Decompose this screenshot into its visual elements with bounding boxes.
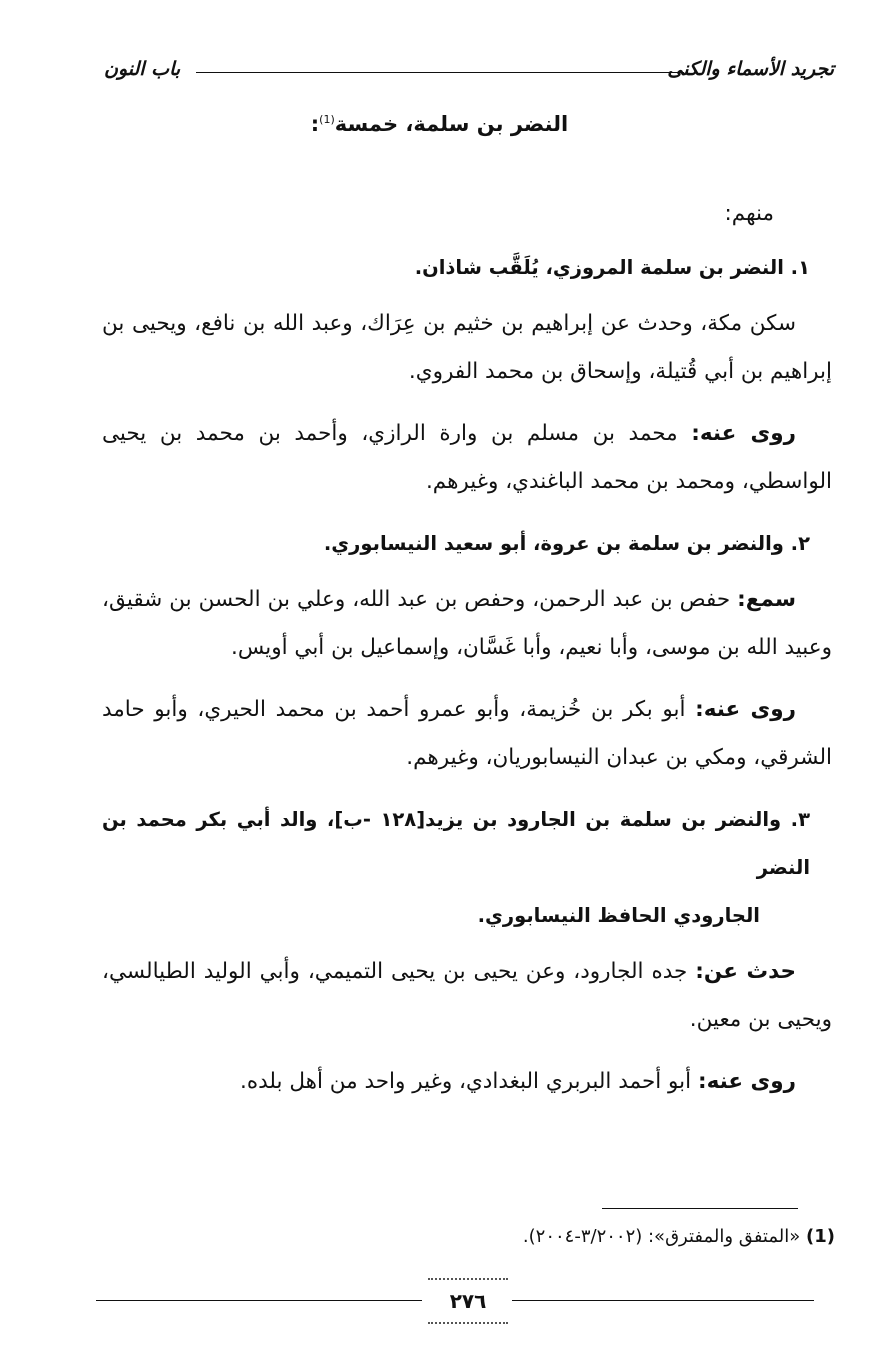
page-number-rule-left: [96, 1300, 422, 1301]
entry-1-paragraph-1: [102, 300, 832, 396]
entry-2-paragraph-2-label: روى عنه:: [695, 697, 797, 722]
entry-3-paragraph-2: [102, 1058, 832, 1106]
entry-3-paragraph-1-text: جده الجارود، وعن يحيى بن يحيى التميمي، وأبي الوليد الطيالسي، ويحيى بن معين.: [102, 959, 832, 1032]
footnote: [115, 1226, 835, 1247]
chapter-title: باب النون: [104, 58, 181, 80]
section-heading: [0, 112, 879, 136]
section-colon: :: [310, 112, 320, 136]
entry-3-paragraph-1-label: حدث عن:: [695, 959, 797, 984]
entry-1-paragraph-2: [102, 410, 832, 506]
book-title: تجريد الأسماء والكنى: [667, 58, 834, 80]
entry-1-paragraph-1-text: سكن مكة، وحدث عن إبراهيم بن خثيم بن عِرَاك، وعبد الله بن نافع، ويحيى بن إبراهيم بن أبي قُتيلة، وإسحاق بن محمد الفروي.: [102, 311, 832, 384]
footnote-text: «المتفق والمفترق»: (٣/٢٠٠٢-٢٠٠٤).: [522, 1226, 806, 1247]
section-title: النضر بن سلمة، خمسة: [334, 112, 569, 136]
entry-3-paragraph-1: [102, 948, 832, 1044]
entry-3-title-line-2: الجارودي الحافظ النيسابوري.: [477, 904, 760, 927]
entry-3-title: [102, 796, 832, 940]
page-number: ٢٧٦: [428, 1278, 508, 1324]
entry-1-paragraph-2-text: محمد بن مسلم بن وارة الرازي، وأحمد بن محمد بن يحيى الواسطي، ومحمد بن محمد الباغندي، وغيرهم.: [102, 421, 832, 494]
running-header: [104, 58, 834, 92]
entry-2-paragraph-2: [102, 686, 832, 782]
entry-2-paragraph-1-label: سمع:: [737, 587, 796, 612]
footnote-marker: (1): [806, 1226, 835, 1247]
page-number-rule-right: [512, 1300, 814, 1301]
intro-text: منهم:: [724, 201, 774, 226]
footnote-reference: (1): [319, 113, 335, 126]
entry-2-title: ٢. والنضر بن سلمة بن عروة، أبو سعيد النيسابوري.: [323, 532, 810, 555]
entry-1-paragraph-2-label: روى عنه:: [691, 421, 796, 446]
entry-1-title: ١. النضر بن سلمة المروزي، يُلَقَّب شاذان.: [414, 256, 810, 279]
footnote-separator: [602, 1208, 798, 1209]
header-rule: [196, 72, 684, 73]
entry-3-paragraph-2-label: روى عنه:: [697, 1069, 796, 1094]
entry-3-paragraph-2-text: أبو أحمد البربري البغدادي، وغير واحد من أهل بلده.: [240, 1069, 698, 1094]
entry-3-title-line-1: ٣. والنضر بن سلمة بن الجارود بن يزيد[١٢٨ -ب]، والد أبي بكر محمد بن النضر: [102, 808, 810, 879]
entry-2-paragraph-1-text: حفص بن عبد الرحمن، وحفص بن عبد الله، وعلي بن الحسن بن شقيق، وعبيد الله بن موسى، وأبا نعيم، وأبا غَسَّان، وإسماعيل بن أبي أويس.: [102, 587, 832, 660]
entry-2-paragraph-1: [102, 576, 832, 672]
entry-2-paragraph-2-text: أبو بكر بن خُزيمة، وأبو عمرو أحمد بن محمد الحيري، وأبو حامد الشرقي، ومكي بن عبدان النيسابوريان، وغيرهم.: [102, 697, 832, 770]
body-text: [102, 190, 832, 1120]
